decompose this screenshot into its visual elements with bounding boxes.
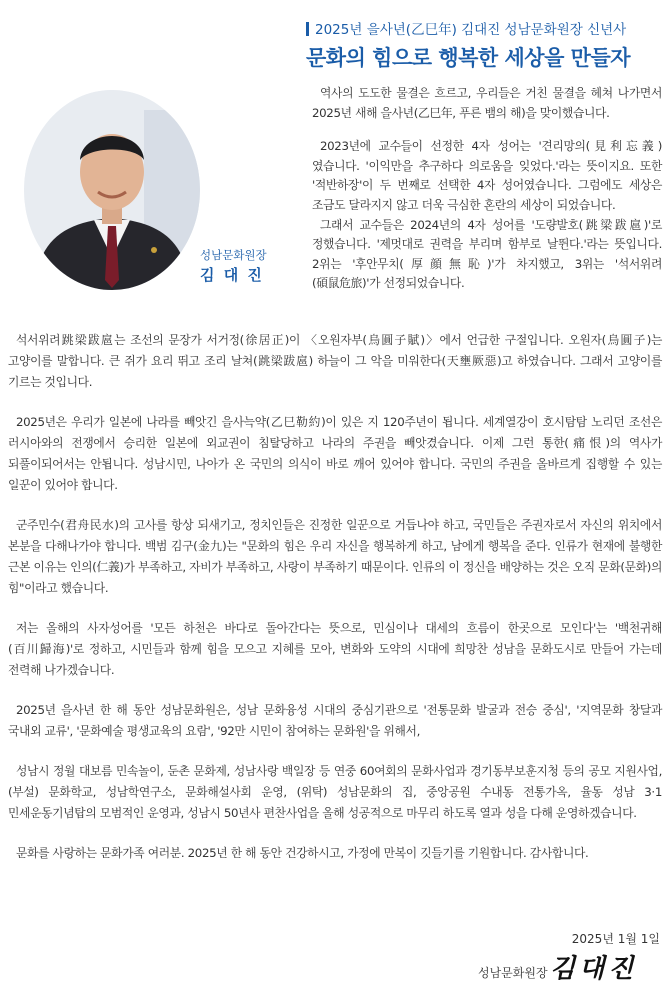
signer-role: 성남문화원장 <box>478 966 548 980</box>
signer-signature: 김대진 <box>550 954 638 984</box>
portrait-name: 김 대 진 <box>200 266 264 284</box>
body-paragraph: 문화를 사랑하는 문화가족 여러분. 2025년 한 해 동안 건강하시고, 가정에 만복이 깃들기를 기원합니다. 감사합니다. <box>16 846 589 860</box>
intro-text <box>312 84 662 294</box>
kicker <box>306 18 626 38</box>
body-paragraph: 2025년은 우리가 일본에 나라를 빼앗긴 을사늑약(乙巳勒約)이 있은 지 120주년이 됩니다. 세계열강이 호시탐탐 노리던 조선은 러시아와의 전쟁에서 승리한 일본에 외교권이 침탈당하고 나라의 주권을 빼앗겼습니다. 이제 그런 통한(痛恨)의 역사가 되풀이되어서는 안됩니다. 성남시민, 나아가 온 국민의 의식이 바로 깨어 있어야 합니다. 국민의 주권을 올바르게 집행할 수 있는 일꾼이 있어야 합니다. <box>8 415 662 492</box>
intro-paragraph: 그래서 교수들은 2024년의 4자 성어를 '도량발호(跳梁跋扈)'로 정했습니다. '제멋대로 권력을 부리며 함부로 날뛴다.'라는 뜻입니다. 2위는 '후안무치(厚顔無恥)'가 차지했고, 3위는 '석서위려(碩鼠危旅)'가 선정되었습니다. <box>312 217 662 291</box>
body-text <box>8 330 662 883</box>
portrait-photo <box>24 90 200 290</box>
kicker-text: 2025년 을사년(乙巳年) 김대진 성남문화원장 신년사 <box>315 22 627 38</box>
portrait-role: 성남문화원장 <box>200 248 267 262</box>
body-paragraph: 군주민수(君舟民水)의 고사를 항상 되새기고, 정치인들은 진정한 일꾼으로 거듭나야 하고, 국민들은 주권자로서 자신의 위치에서 본분을 다해나가야 합니다. 백범 김구(金九)는 "문화의 힘은 우리 자신을 행복하게 하고, 남에게 행복을 준다. 인류가 현재에 불행한 근본 이유는 인의(仁義)가 부족하고, 자비가 부족하고, 사랑이 부족하기 때문이다. 인류의 이 정신을 배양하는 것은 오직 문화(문화)의 힘"이라고 했습니다. <box>8 518 662 595</box>
portrait-illustration <box>24 90 200 290</box>
intro-paragraph: 역사의 도도한 물결은 흐르고, 우리들은 거친 물결을 헤쳐 나가면서 2025년 새해 을사년(乙巳年, 푸른 뱀의 해)을 맞이했습니다. <box>312 86 662 120</box>
intro-paragraph: 2023년에 교수들이 선정한 4자 성어는 '견리망의(見利忘義)였습니다. '이익만을 추구하다 의로움을 잊었다.'라는 뜻이지요. 또한 '적반하장'이 두 번째로 선택한 4자 성어였습니다. 그럼에도 세상은 조금도 달라지지 않고 더욱 극심한 혼란의 세상이 되었습니다. <box>312 139 662 212</box>
body-paragraph: 석서위려跳梁跋扈는 조선의 문장가 서거정(徐居正)이 〈오원자부(烏圓子賦)〉에서 언급한 구절입니다. 오원자(烏圓子)는 고양이를 말합니다. 큰 쥐가 요리 뛰고 조리 날쳐(跳梁跋扈) 하늘이 그 악을 미워한다(天壅厥惡)고 하였습니다. 그래서 고양이를 기르는 것입니다. <box>8 333 662 389</box>
body-paragraph: 저는 올해의 사자성어를 '모든 하천은 바다로 돌아간다는 뜻으로, 민심이나 대세의 흐름이 한곳으로 모인다'는 '백천귀해(百川歸海)'로 정하고, 시민들과 함께 힘을 모으고 지혜를 모아, 변화와 도약의 시대에 희망찬 성남을 문화도시로 만들어 가는데 전력해 나가겠습니다. <box>8 621 662 677</box>
headline: 문화의 힘으로 행복한 세상을 만들자 <box>306 46 631 70</box>
body-paragraph: 성남시 정월 대보름 민속놀이, 둔촌 문화제, 성남사랑 백일장 등 연중 60여회의 문화사업과 경기동부보훈지청 등의 공모 지원사업, (부설) 문화학교, 성남학연구소, 문화해설사회 운영, (위탁) 성남문화의 집, 중앙공원 수내동 전통가옥, 율동 성남 3·1 민세운동기념탑의 모범적인 운영과, 성남시 50년사 편찬사업을 올해 성공적으로 마무리 하도록 열과 성을 다해 운영하겠습니다. <box>8 764 662 820</box>
letter-date: 2025년 1월 1일 <box>571 932 660 946</box>
body-paragraph: 2025년 을사년 한 해 동안 성남문화원은, 성남 문화융성 시대의 중심기관으로 '전통문화 발굴과 전승 중심', '지역문화 창달과 국내외 교류', '문화예술 평생교육의 요람', '92만 시민이 참여하는 문화원'을 위해서, <box>8 703 662 738</box>
kicker-bar <box>306 22 309 36</box>
